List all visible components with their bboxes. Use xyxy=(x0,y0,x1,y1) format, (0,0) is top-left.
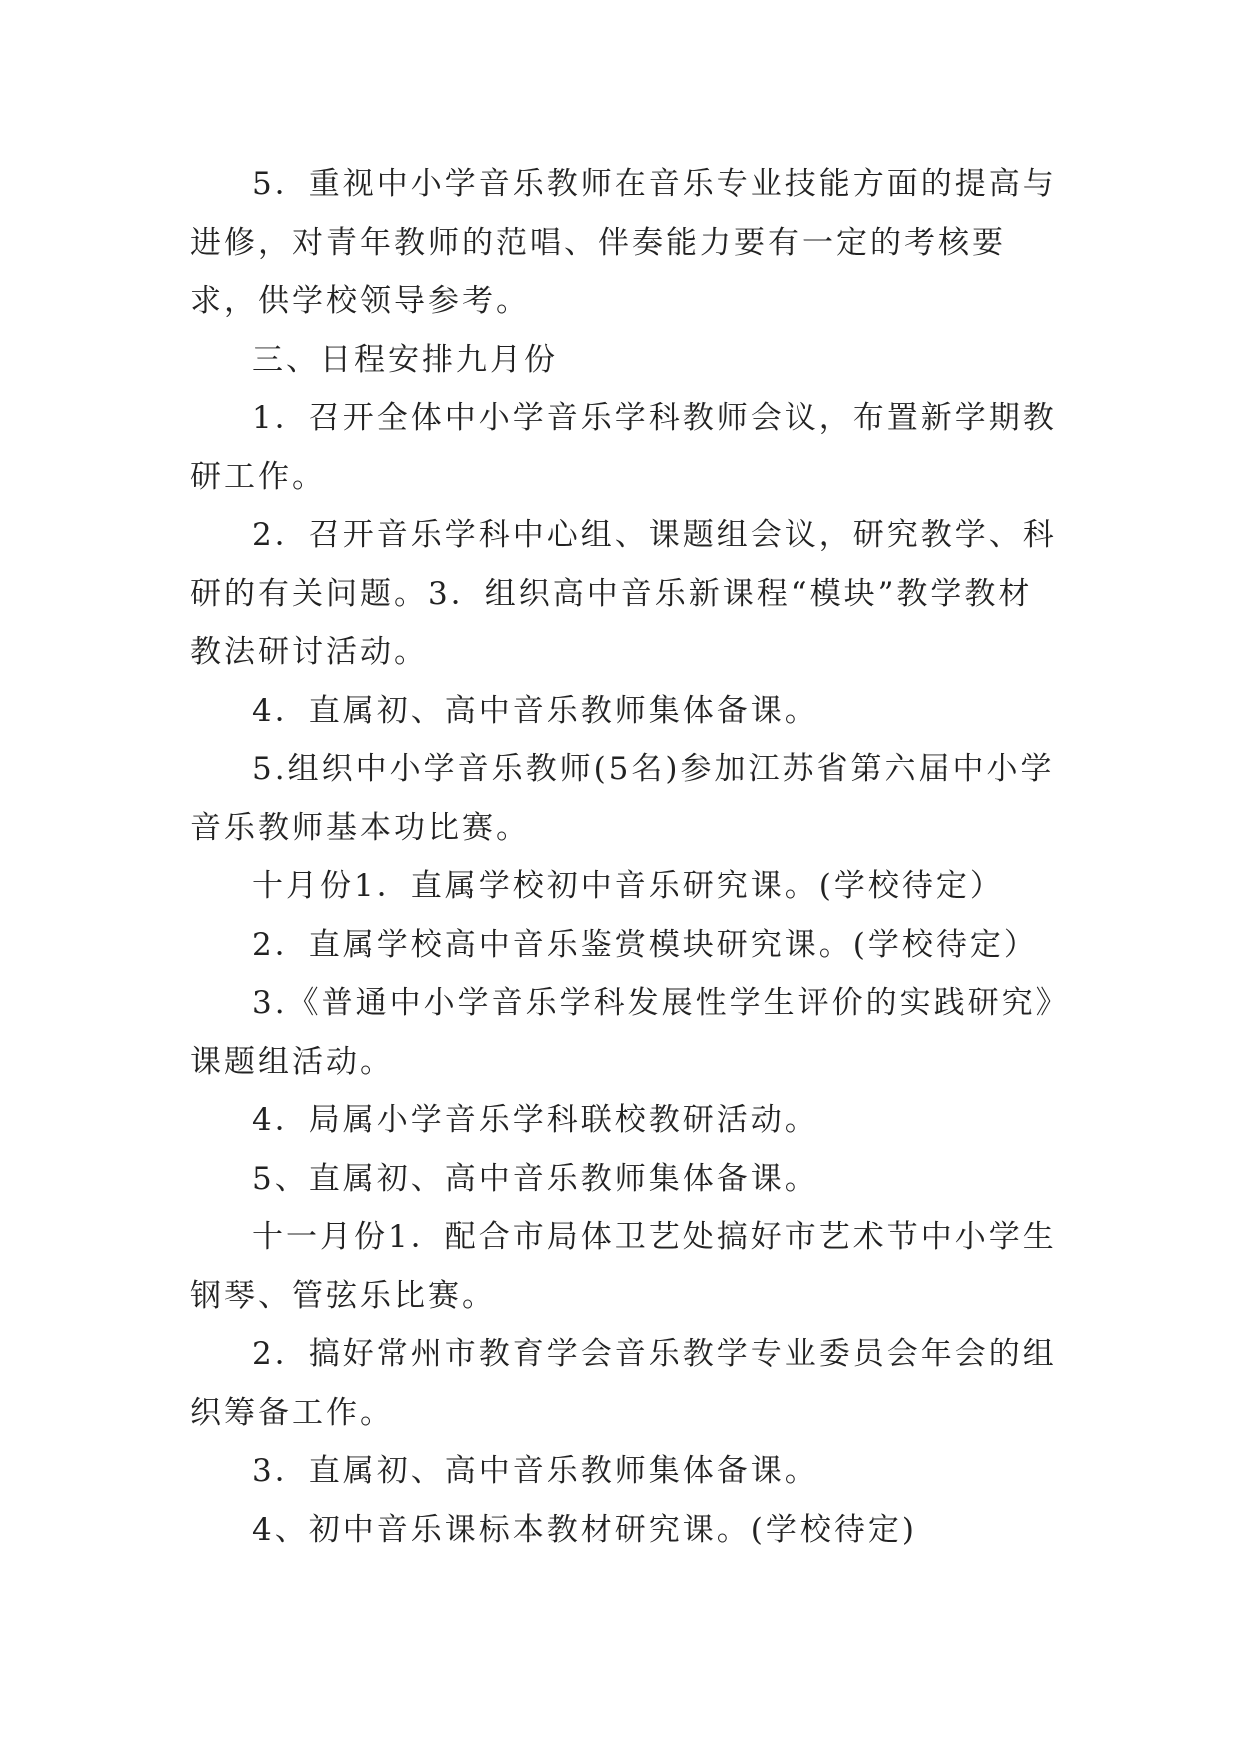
paragraph-15: 4、初中音乐课标本教材研究课。(学校待定) xyxy=(252,1511,917,1548)
paragraph-5: 4．直属初、高中音乐教师集体备课。 xyxy=(252,692,819,729)
paragraph-3: 1．召开全体中小学音乐学科教师会议，布置新学期教研工作。 xyxy=(190,400,1057,495)
paragraph-1: 5．重视中小学音乐教师在音乐专业技能方面的提高与进修，对青年教师的范唱、伴奏能力要有一定的考核要求，供学校领导参考。 xyxy=(190,166,1057,319)
paragraph-9: 3.《普通中小学音乐学科发展性学生评价的实践研究》课题组活动。 xyxy=(190,985,1055,1080)
paragraph-2: 三、日程安排九月份 xyxy=(252,341,558,378)
paragraph-13: 2．搞好常州市教育学会音乐教学专业委员会年会的组织筹备工作。 xyxy=(190,1336,1057,1431)
paragraph-14: 3．直属初、高中音乐教师集体备课。 xyxy=(252,1453,819,1489)
paragraph-4: 2．召开音乐学科中心组、课题组会议，研究教学、科研的有关问题。3．组织高中音乐新课程“模块”教学教材教法研讨活动。 xyxy=(190,517,1057,670)
paragraph-6: 5.组织中小学音乐教师(5名)参加江苏省第六届中小学音乐教师基本功比赛。 xyxy=(190,751,1055,846)
paragraph-7: 十月份1．直属学校初中音乐研究课。(学校待定） xyxy=(252,868,1004,904)
paragraph-11: 5、直属初、高中音乐教师集体备课。 xyxy=(252,1160,819,1197)
paragraph-12: 十一月份1．配合市局体卫艺处搞好市艺术节中小学生钢琴、管弦乐比赛。 xyxy=(190,1219,1057,1314)
paragraph-8: 2．直属学校高中音乐鉴赏模块研究课。(学校待定） xyxy=(252,926,1038,963)
paragraph-10: 4．局属小学音乐学科联校教研活动。 xyxy=(252,1102,819,1138)
document-body xyxy=(190,155,1060,1559)
